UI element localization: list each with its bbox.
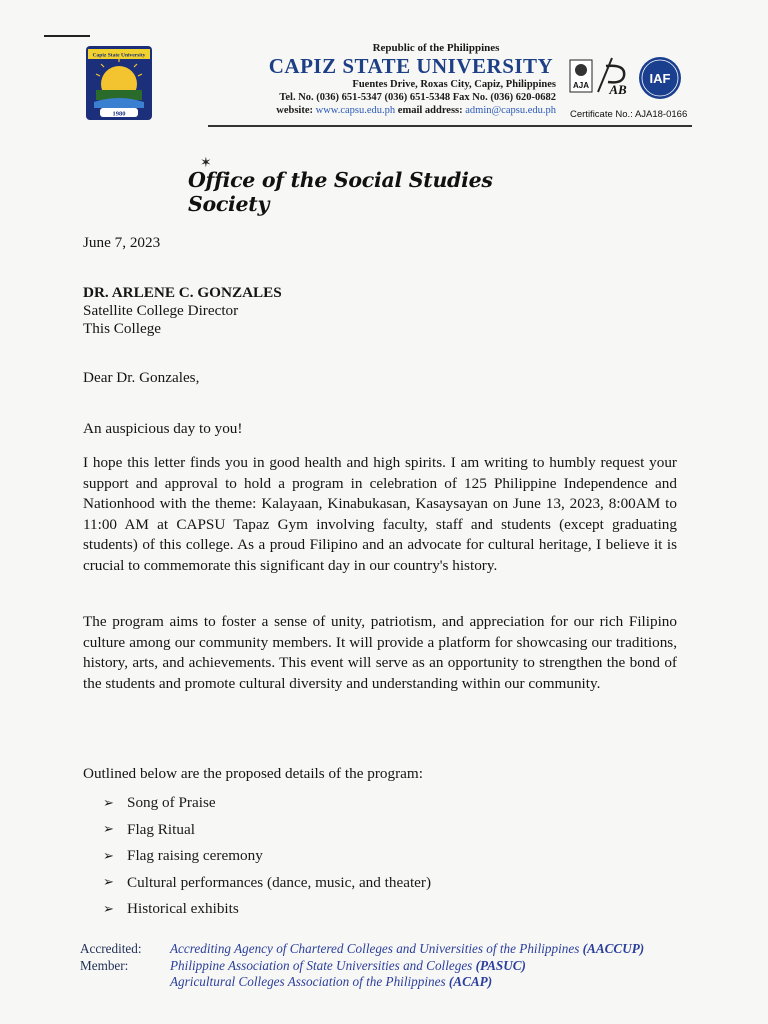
org-abbr: (ACAP)	[448, 974, 493, 989]
org-name: Philippine Association of State Universities and Colleges	[170, 957, 473, 973]
program-item-label: Flag raising ceremony	[127, 847, 263, 865]
footer-org-line	[170, 941, 730, 958]
footer-org-line	[170, 974, 730, 991]
corner-mark	[44, 35, 90, 37]
list-item	[103, 870, 431, 897]
university-name: CAPIZ STATE UNIVERSITY	[268, 54, 554, 78]
org-abbr: (AACCUP)	[582, 941, 645, 956]
office-title: Office of the Social Studies Society	[188, 168, 493, 216]
letterhead	[86, 40, 698, 130]
logo-year-text: 1980	[112, 110, 126, 118]
footer-labels	[80, 941, 160, 974]
member-label: Member:	[80, 957, 129, 973]
list-item	[103, 790, 431, 817]
certificate-number: Certificate No.: AJA18-0166	[570, 109, 688, 120]
website-link[interactable]: www.capsu.edu.ph	[315, 105, 396, 116]
greeting: An auspicious day to you!	[83, 420, 243, 437]
arrow-bullet-icon: ➢	[103, 875, 114, 891]
aja-logo-text: AJA	[572, 81, 590, 90]
arrow-bullet-icon: ➢	[103, 795, 114, 811]
program-item-label: Historical exhibits	[127, 900, 239, 918]
header-divider	[208, 125, 692, 127]
list-item	[103, 896, 431, 923]
footer-org-line	[170, 958, 730, 975]
iaf-logo-icon	[639, 57, 681, 99]
star-icon: ✶	[200, 156, 212, 171]
logo-banner-text: Capiz State University	[92, 52, 146, 59]
header-text	[186, 42, 556, 117]
jab-logo-text: AB	[609, 82, 627, 97]
address-line: Fuentes Drive, Roxas City, Capiz, Philippines	[352, 79, 556, 90]
org-abbr: (PASUC)	[475, 957, 526, 973]
university-seal-logo	[86, 46, 152, 120]
republic-line: Republic of the Philippines	[372, 42, 500, 54]
recipient-org: This College	[83, 320, 162, 337]
arrow-bullet-icon: ➢	[103, 822, 114, 838]
program-item-label: Flag Ritual	[127, 820, 195, 838]
outline-intro: Outlined below are the proposed details of the program:	[83, 765, 423, 782]
recipient-title: Satellite College Director	[83, 302, 239, 319]
program-item-label: Cultural performances (dance, music, and theater)	[127, 873, 432, 891]
certification-logos	[566, 54, 706, 104]
program-list	[103, 790, 431, 923]
footer-orgs	[170, 941, 730, 991]
salutation: Dear Dr. Gonzales,	[83, 369, 200, 386]
email-link[interactable]: admin@capsu.edu.ph	[465, 105, 556, 116]
tel-line: Tel. No. (036) 651-5347 (036) 651-5348 Fax No. (036) 620-0682	[279, 92, 556, 103]
program-item-label: Song of Praise	[127, 794, 216, 812]
recipient-block	[83, 284, 282, 338]
org-name: Agricultural Colleges Association of the Philippines	[170, 974, 446, 989]
recipient-name: DR. ARLENE C. GONZALES	[83, 284, 282, 301]
letter-date: June 7, 2023	[83, 234, 161, 251]
list-item	[103, 843, 431, 870]
jab-logo-icon	[598, 58, 627, 97]
list-item	[103, 817, 431, 844]
iaf-logo-text: IAF	[649, 71, 671, 86]
paragraph-aims: The program aims to foster a sense of unity, patriotism, and appreciation for our rich Filipino culture among our community members. It will provide a platform for showcasing our traditions, history, arts, and achievements. This event will serve as an opportunity to strengthen the bond of the students and promote cultural diversity and understanding within our community.	[83, 613, 677, 692]
arrow-bullet-icon: ➢	[103, 901, 114, 917]
website-label: website:	[276, 105, 314, 116]
aja-logo-icon	[570, 60, 592, 92]
paragraph-request: I hope this letter finds you in good health and high spirits. I am writing to humbly request your support and approval to hold a program in celebration of 125 Philippine Independence and Nationhood with the theme: Kalayaan, Kinabukasan, Kasaysayan on June 13, 2023, 8:00AM to 11:00 AM at CAPSU Tapaz Gym involving faculty, staff and students (except graduating students) of this college. As a proud Filipino and an advocate for cultural heritage, I believe it is crucial to commemorate this significant day in our country's history.	[83, 454, 677, 574]
accredited-label: Accredited:	[80, 941, 142, 956]
contact-line	[186, 104, 556, 117]
org-name: Accrediting Agency of Chartered Colleges and Universities of the Philippines	[170, 941, 580, 956]
arrow-bullet-icon: ➢	[103, 848, 114, 864]
email-label: email address:	[397, 105, 463, 116]
